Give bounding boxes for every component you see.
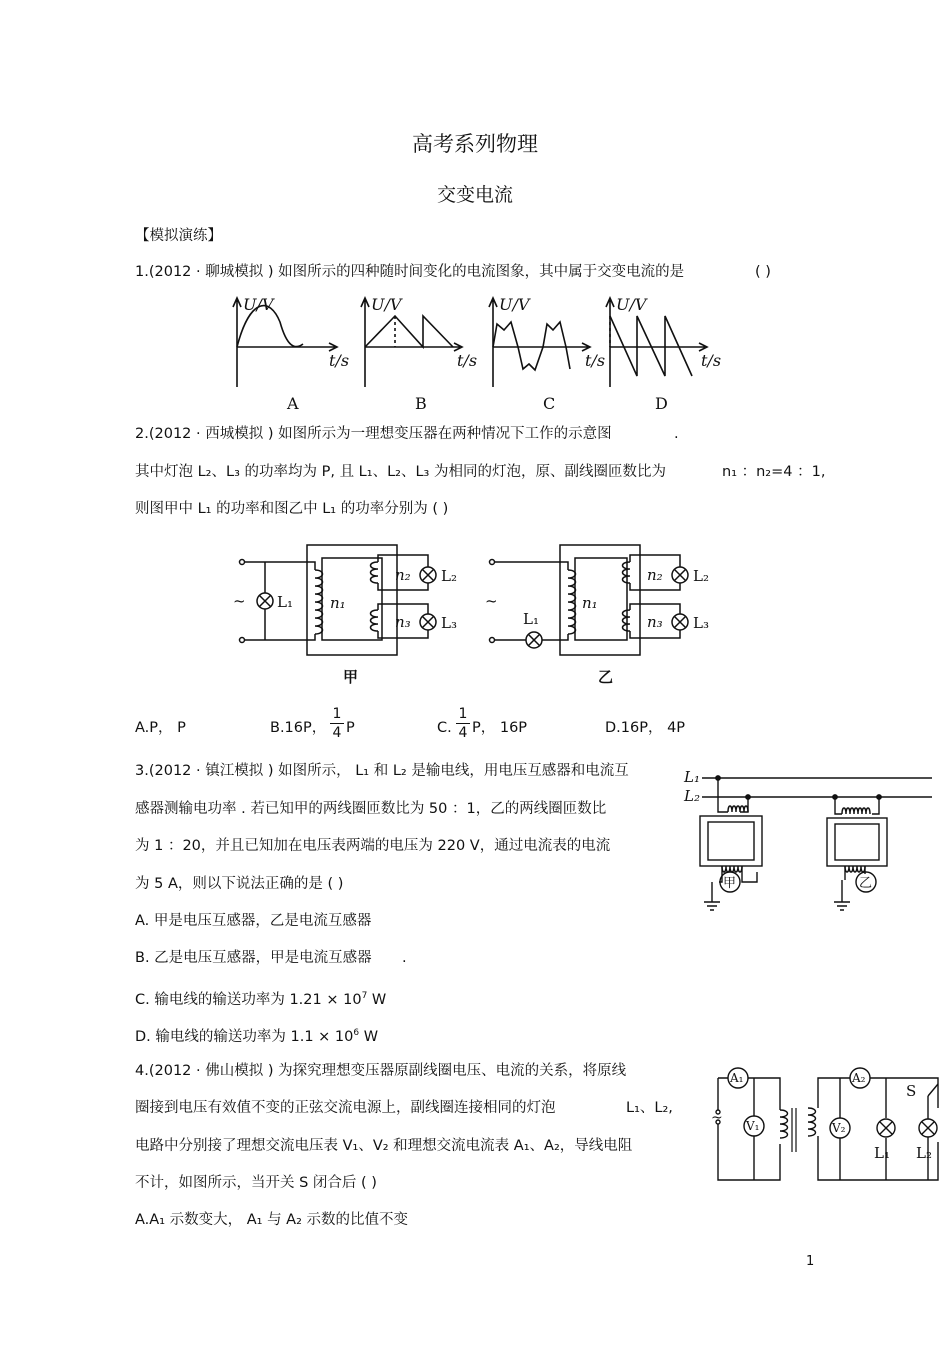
q4-l2-label: L₂ xyxy=(916,1144,932,1162)
q1-graph-b-xlabel: t/s xyxy=(457,351,478,370)
q4-ac-symbol: ~ xyxy=(711,1110,723,1126)
q1-graph-b-ylabel: U/V xyxy=(371,295,402,314)
q2-option-b-numerator: 1 xyxy=(332,706,342,722)
q3-option-c xyxy=(135,986,386,1010)
q3-jia-meter-label: 甲 xyxy=(723,876,737,891)
q2-line3: 则图甲中 L₁ 的功率和图乙中 L₁ 的功率分别为 ( ) xyxy=(135,501,449,517)
q2-option-d: D.16P， 4P xyxy=(605,720,686,736)
q2-option-a: A.P， P xyxy=(135,720,186,736)
q2-right-n1-label: n₁ xyxy=(582,594,598,612)
q2-line2: 其中灯泡 L₂、L₃ 的功率均为 P, 且 L₁、L₂、L₃ 为相同的灯泡，原、副线圈匝数比为 xyxy=(135,464,666,480)
q3-option-d-exponent: 6 xyxy=(353,1028,360,1038)
q2-line1-dot: . xyxy=(674,426,679,442)
q2-left-n2-label: n₂ xyxy=(395,566,411,584)
q2-right-l2-label: L₂ xyxy=(693,567,709,585)
q1-graphs-figure xyxy=(225,292,725,417)
q4-v1-meter-label: V₁ xyxy=(746,1119,760,1133)
q2-option-c-denominator: 4 xyxy=(458,725,468,741)
page-subtitle: 交变电流 xyxy=(436,184,513,206)
q3-line2: 感器测输电功率 . 若已知甲的两线圈匝数比为 50 ：1，乙的两线圈匝数比 xyxy=(135,801,607,817)
q2-left-l2-label: L₂ xyxy=(441,567,457,585)
q2-left-ac-symbol: ~ xyxy=(233,592,246,610)
q3-option-d-unit: W xyxy=(359,1028,379,1045)
q1-option-b-label: B xyxy=(415,394,427,413)
q4-circuit-figure xyxy=(710,1062,942,1188)
q2-fig-label-yi: 乙 xyxy=(598,668,614,686)
q3-option-a: A. 甲是电压互感器，乙是电流互感器 xyxy=(135,913,372,929)
q2-right-l1-label: L₁ xyxy=(523,610,539,628)
q3-transformer-figure xyxy=(682,764,942,914)
q1-graph-c-xlabel: t/s xyxy=(585,351,606,370)
q3-line4: 为 5 A，则以下说法正确的是 ( ) xyxy=(135,876,344,892)
q2-left-n3-label: n₃ xyxy=(395,613,411,631)
q2-option-c-fraction xyxy=(456,706,470,741)
q2-option-b-fraction xyxy=(330,706,344,741)
q2-left-n1-label: n₁ xyxy=(330,594,346,612)
q2-option-b-tail: P xyxy=(346,720,355,736)
q1-graph-d-ylabel: U/V xyxy=(616,295,647,314)
q3-l2-label: L₂ xyxy=(684,787,700,805)
q4-v2-meter-label: V₂ xyxy=(832,1121,846,1135)
q4-line1: 4.(2012 · 佛山模拟 ) 为探究理想变压器原副线圈电压、电流的关系，将原线 xyxy=(135,1063,627,1079)
q2-option-b: B.16P， xyxy=(270,720,327,736)
q4-a2-meter-label: A₂ xyxy=(852,1071,866,1085)
q2-option-b-denominator: 4 xyxy=(332,725,342,741)
q1-graph-a-xlabel: t/s xyxy=(329,351,350,370)
q2-left-l1-label: L₁ xyxy=(277,593,293,611)
q2-option-c-numerator: 1 xyxy=(458,706,468,722)
q3-line1: 3.(2012 · 镇江模拟 ) 如图所示， L₁ 和 L₂ 是输电线，用电压互感器和电流互 xyxy=(135,763,629,779)
q1-option-a-label: A xyxy=(287,394,299,413)
q1-stem: 1.(2012 · 聊城模拟 ) 如图所示的四种随时间变化的电流图象，其中属于交变电流的是 xyxy=(135,264,685,280)
q4-option-a: A.A₁ 示数变大， A₁ 与 A₂ 示数的比值不变 xyxy=(135,1212,409,1228)
q3-line3: 为 1 ：20，并且已知加在电压表两端的电压为 220 V，通过电流表的电流 xyxy=(135,838,611,854)
q3-l1-label: L₁ xyxy=(684,768,700,786)
q3-option-d xyxy=(135,1023,378,1047)
q4-line2: 圈接到电压有效值不变的正弦交流电源上，副线圈连接相同的灯泡 xyxy=(135,1100,556,1116)
q3-yi-meter-label: 乙 xyxy=(859,876,873,891)
q1-answer-paren: ( ) xyxy=(755,264,771,280)
q2-ratio: n₁ ：n₂=4 ：1, xyxy=(722,464,826,480)
q4-line4: 不计，如图所示，当开关 S 闭合后 ( ) xyxy=(135,1175,377,1191)
page-number: 1 xyxy=(806,1254,815,1269)
q4-switch-s-label: S xyxy=(906,1082,917,1100)
q2-right-n3-label: n₃ xyxy=(647,613,663,631)
q4-line2-tail: L₁、L₂, xyxy=(626,1100,673,1116)
q2-transformer-figure xyxy=(230,540,720,690)
q2-right-l3-label: L₃ xyxy=(693,614,709,632)
q1-option-d-label: D xyxy=(655,394,668,413)
q3-option-d-text: D. 输电线的输送功率为 1.1 × 10 xyxy=(135,1028,354,1045)
page-title: 高考系列物理 xyxy=(412,132,538,156)
q2-fig-label-jia: 甲 xyxy=(343,668,359,686)
q3-option-c-text: C. 输电线的输送功率为 1.21 × 10 xyxy=(135,991,362,1008)
q4-a1-meter-label: A₁ xyxy=(730,1071,744,1085)
q1-graph-c-ylabel: U/V xyxy=(499,295,530,314)
q3-option-b-dot: . xyxy=(402,950,407,966)
q3-option-c-exponent: 7 xyxy=(361,991,368,1001)
section-heading: 【模拟演练】 xyxy=(135,228,222,244)
q4-l1-label: L₁ xyxy=(874,1144,890,1162)
q2-right-n2-label: n₂ xyxy=(647,566,663,584)
q1-graph-a-ylabel: U/V xyxy=(243,295,274,314)
q3-option-c-unit: W xyxy=(367,991,387,1008)
q3-option-b: B. 乙是电压互感器，甲是电流互感器 xyxy=(135,950,372,966)
q2-option-c-tail: P， 16P xyxy=(472,720,528,736)
q2-right-ac-symbol: ~ xyxy=(485,592,498,610)
q1-graph-d-xlabel: t/s xyxy=(701,351,722,370)
q2-left-l3-label: L₃ xyxy=(441,614,457,632)
q2-option-c: C. xyxy=(437,720,452,736)
q1-option-c-label: C xyxy=(543,394,556,413)
q4-line3: 电路中分别接了理想交流电压表 V₁、V₂ 和理想交流电流表 A₁、A₂，导线电阻 xyxy=(135,1138,633,1154)
q2-line1: 2.(2012 · 西城模拟 ) 如图所示为一理想变压器在两种情况下工作的示意图 xyxy=(135,426,612,442)
